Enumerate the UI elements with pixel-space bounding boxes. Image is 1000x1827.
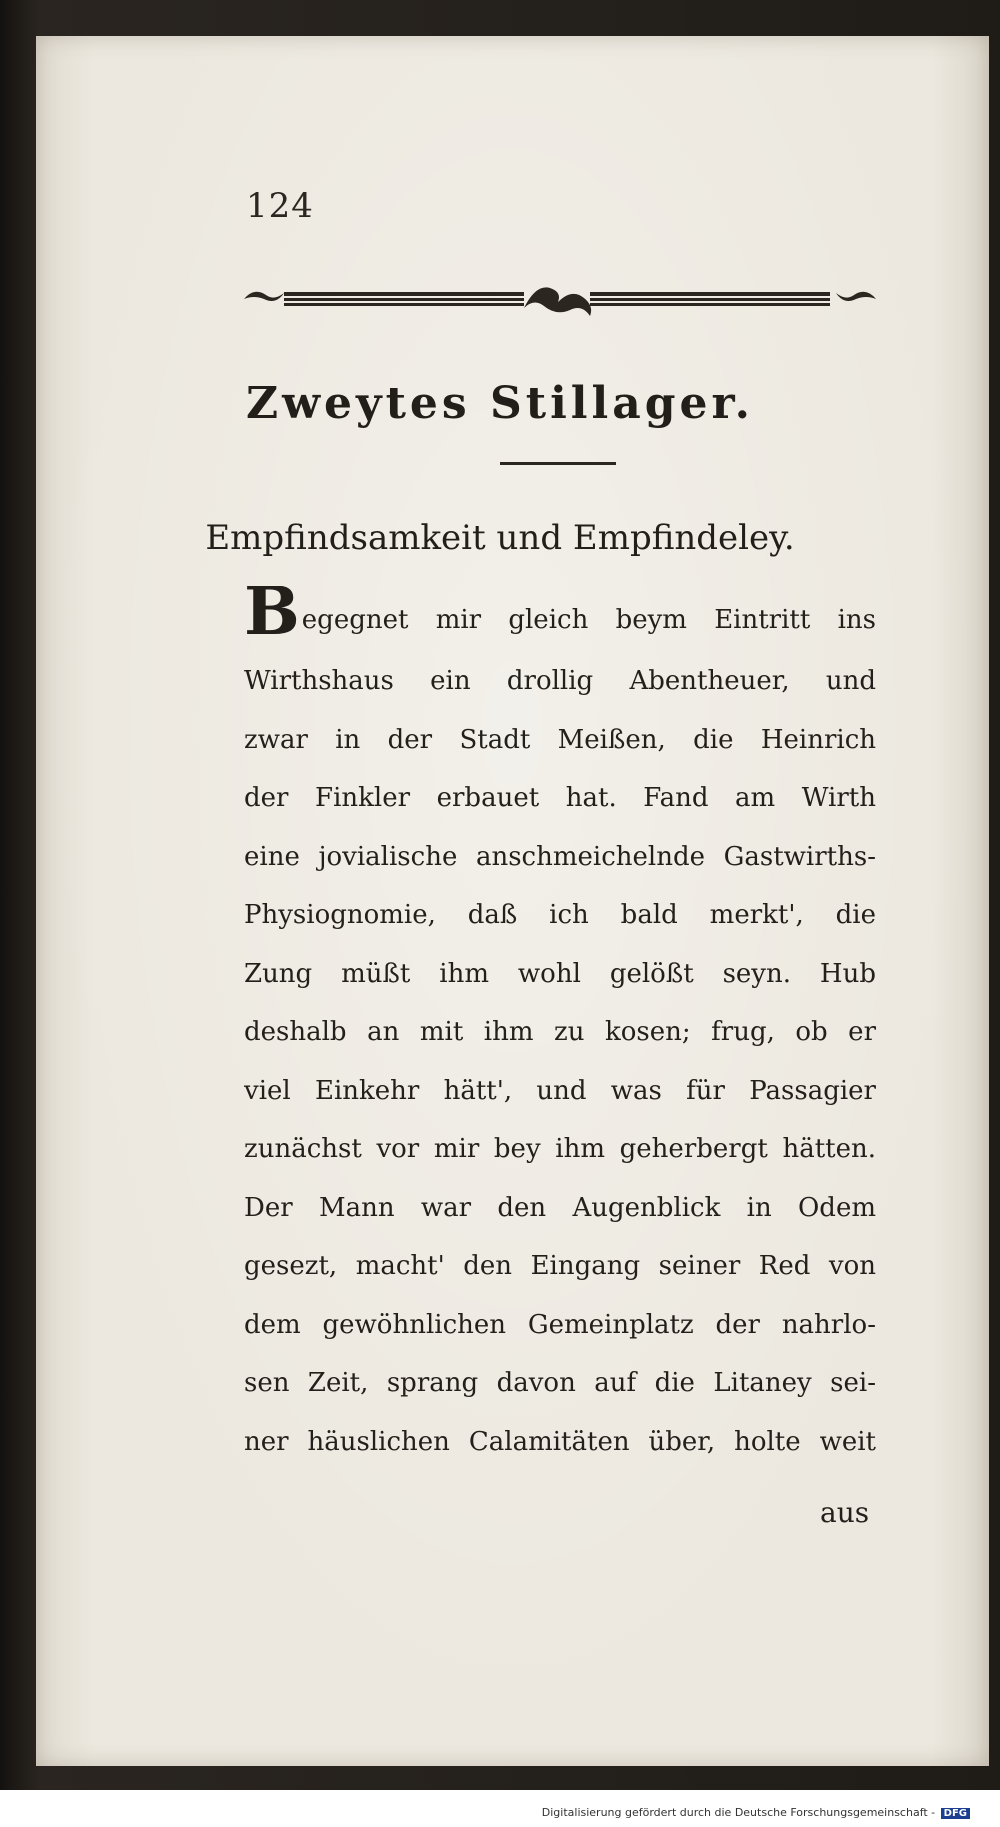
text-line: sen Zeit, sprang davon auf die Litaney sei- [244, 1368, 876, 1398]
text-line: der Finkler erbauet hat. Fand am Wirth [244, 783, 876, 813]
ornament-divider [240, 282, 880, 316]
heading-rule [500, 462, 616, 465]
body-text [244, 586, 876, 1471]
text-line: gesezt, macht' den Eingang seiner Red von [244, 1251, 876, 1281]
text-line: ner häuslichen Calamitäten über, holte weit [244, 1426, 876, 1457]
text-line: Wirthshaus ein drollig Abentheuer, und [244, 666, 876, 696]
text-line: Zung müßt ihm wohl gelößt seyn. Hub [244, 958, 876, 989]
chapter-heading: Zweytes Stillager. [246, 378, 754, 429]
text-line: Physiognomie, daß ich bald merkt', die [244, 900, 876, 930]
page-number: 124 [246, 186, 314, 226]
text-line: viel Einkehr hätt', und was für Passagier [244, 1075, 876, 1106]
text-line: zwar in der Stadt Meißen, die Heinrich [244, 724, 876, 755]
credit-text: Digitalisierung gefördert durch die Deutsche Forschungsgemeinschaft - [541, 1806, 936, 1819]
dfg-logo: DFG [941, 1808, 970, 1819]
chapter-subheading: Empfindsamkeit und Empfindeley. [205, 518, 795, 558]
text-line [244, 586, 876, 652]
text-line: dem gewöhnlichen Gemeinplatz der nahrlo- [244, 1309, 876, 1340]
text-line: eine jovialische anschmeichelnde Gastwirths- [244, 841, 876, 872]
text-line: Der Mann war den Augenblick in Odem [244, 1192, 876, 1223]
catchword: aus [820, 1496, 870, 1529]
text-line: deshalb an mit ihm zu kosen; frug, ob er [244, 1017, 876, 1047]
drop-cap: B [244, 586, 300, 650]
text-line: zunächst vor mir bey ihm geherbergt hätten. [244, 1134, 876, 1164]
digitization-credit [542, 1806, 970, 1819]
text-line-content: egegnet mir gleich beym Eintritt ins [301, 605, 876, 635]
